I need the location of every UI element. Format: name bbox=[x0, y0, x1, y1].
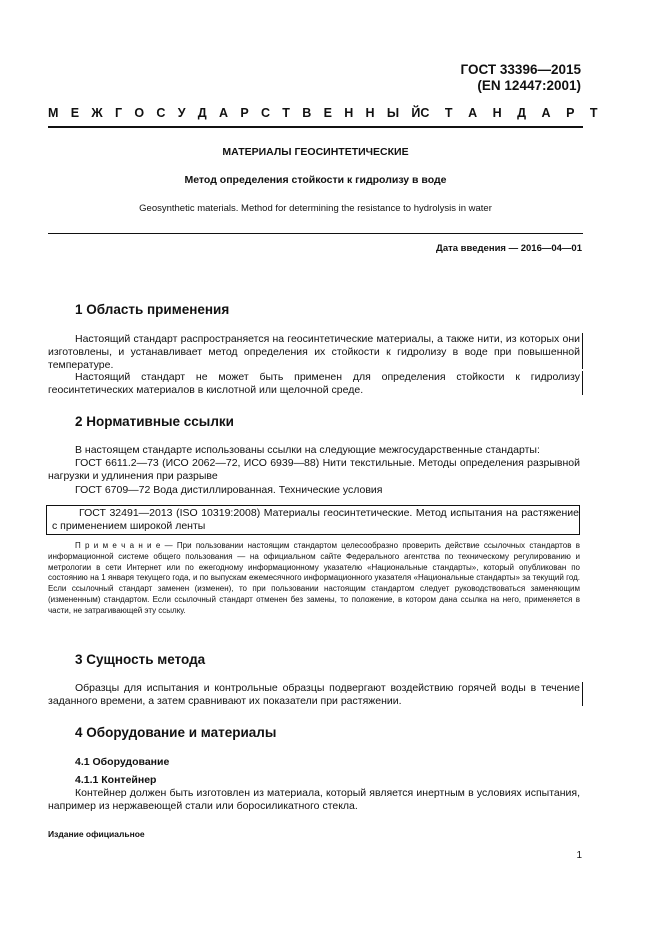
reference-gost-32491: ГОСТ 32491—2013 (ISO 10319:2008) Материалы геосинтетические. Метод испытания на растяжение с применением широкой ленты bbox=[46, 505, 580, 535]
official-edition: Издание официальное bbox=[48, 829, 145, 839]
banner-letter: Т bbox=[589, 106, 598, 120]
gost-number: ГОСТ 33396—2015 bbox=[460, 62, 581, 77]
top-rule bbox=[48, 126, 583, 128]
section-1-heading: 1 Область применения bbox=[75, 302, 230, 317]
section-3-paragraph: Образцы для испытания и контрольные образцы подвергают воздействию горячей воды в течение заданного времени, а затем сравнивают их показатели при растяжении. bbox=[48, 682, 580, 707]
banner-letter: Ж bbox=[91, 106, 103, 120]
banner-letter: Д bbox=[517, 106, 527, 120]
banner-letter: Д bbox=[197, 106, 207, 120]
banner-letter: Ы bbox=[386, 106, 400, 120]
section-2-intro: В настоящем стандарте использованы ссылки на следующие межгосударственные стандарты: bbox=[75, 444, 540, 456]
banner-letter: С bbox=[260, 106, 270, 120]
banner-letter: Г bbox=[114, 106, 123, 120]
banner-letter: О bbox=[134, 106, 145, 120]
note-label: П р и м е ч а н и е bbox=[75, 541, 161, 550]
banner-letter: У bbox=[177, 106, 186, 120]
banner-letter: Н bbox=[492, 106, 502, 120]
banner-letter: Н bbox=[365, 106, 375, 120]
subsection-4-1-heading: 4.1 Оборудование bbox=[75, 756, 170, 768]
banner-letter: В bbox=[302, 106, 312, 120]
page-number: 1 bbox=[576, 850, 582, 861]
date-of-introduction: Дата введения — 2016—04—01 bbox=[436, 243, 582, 254]
document-subtitle: Метод определения стойкости к гидролизу в воде bbox=[184, 174, 447, 186]
reference-gost-6709: ГОСТ 6709—72 Вода дистиллированная. Технические условия bbox=[75, 484, 383, 496]
document-title: МАТЕРИАЛЫ ГЕОСИНТЕТИЧЕСКИЕ bbox=[222, 146, 409, 158]
standard-number bbox=[461, 62, 581, 94]
banner-letter: С bbox=[156, 106, 166, 120]
banner-letter: Е bbox=[70, 106, 80, 120]
section-2-heading: 2 Нормативные ссылки bbox=[75, 414, 234, 429]
banner-letter: С bbox=[420, 106, 430, 120]
note-text: — При пользовании настоящим стандартом целесообразно проверить действие ссылочных стандартов в информационной системе общего пользования — на официальном сайте Федерального агентства по техническому регулированию и метрологии в сети Интернет или по ежегодному информационному указателю «Национальные стандарты», который опубликован по состоянию на 1 января текущего года, и по выпускам ежемесячного информационного указателя «Национальные стандарты» за текущий год. Если ссылочный стандарт заменен (изменен), то при пользовании настоящим стандартом следует руководствоваться заменяющим (измененным) стандартом. Если ссылочный стандарт отменен без замены, то положение, в котором дана ссылка на него, применяется в части, не затрагивающей эту ссылку. bbox=[48, 541, 580, 615]
english-title: Geosynthetic materials. Method for determining the resistance to hydrolysis in water bbox=[139, 203, 492, 214]
change-bar bbox=[582, 371, 583, 395]
subsection-4-1-1-heading: 4.1.1 Контейнер bbox=[75, 774, 157, 786]
section-1-paragraph-2: Настоящий стандарт не может быть применен для определения стойкости к гидролизу геосинтетических материалов в кислотной или щелочной среде. bbox=[48, 371, 580, 396]
change-bar bbox=[582, 682, 583, 706]
banner-letter: Р bbox=[240, 106, 249, 120]
banner-letter: А bbox=[541, 106, 551, 120]
reference-gost-6611: ГОСТ 6611.2—73 (ИСО 2062—72, ИСО 6939—88) Нити текстильные. Методы определения разрывной нагрузки и удлинения при разрыве bbox=[48, 457, 580, 482]
en-number: (EN 12447:2001) bbox=[477, 78, 581, 93]
banner-letter: М bbox=[48, 106, 59, 120]
banner-letter: А bbox=[468, 106, 478, 120]
banner-letter: Р bbox=[566, 106, 575, 120]
note-block bbox=[48, 541, 580, 617]
banner-letter: А bbox=[219, 106, 229, 120]
banner-word-1 bbox=[48, 106, 420, 120]
title-rule bbox=[48, 233, 583, 234]
banner-word-2 bbox=[420, 106, 597, 120]
section-3-heading: 3 Сущность метода bbox=[75, 652, 206, 667]
section-1-paragraph-1: Настоящий стандарт распространяется на геосинтетические материалы, а также нити, из которых они изготовлены, и устанавливает метод определения их стойкости к гидролизу в воде при повышенной температуре. bbox=[48, 333, 580, 371]
banner-letter: Й bbox=[411, 106, 421, 120]
section-4-heading: 4 Оборудование и материалы bbox=[75, 725, 277, 740]
banner-letter: Т bbox=[444, 106, 453, 120]
subsection-4-1-1-paragraph: Контейнер должен быть изготовлен из материала, который является инертным в условиях испытания, например из нержавеющей стали или боросиликатного стекла. bbox=[48, 787, 580, 812]
interstate-standard-banner bbox=[48, 106, 598, 120]
banner-letter: Т bbox=[282, 106, 290, 120]
banner-letter: Н bbox=[344, 106, 354, 120]
change-bar bbox=[582, 333, 583, 369]
banner-letter: Е bbox=[323, 106, 332, 120]
